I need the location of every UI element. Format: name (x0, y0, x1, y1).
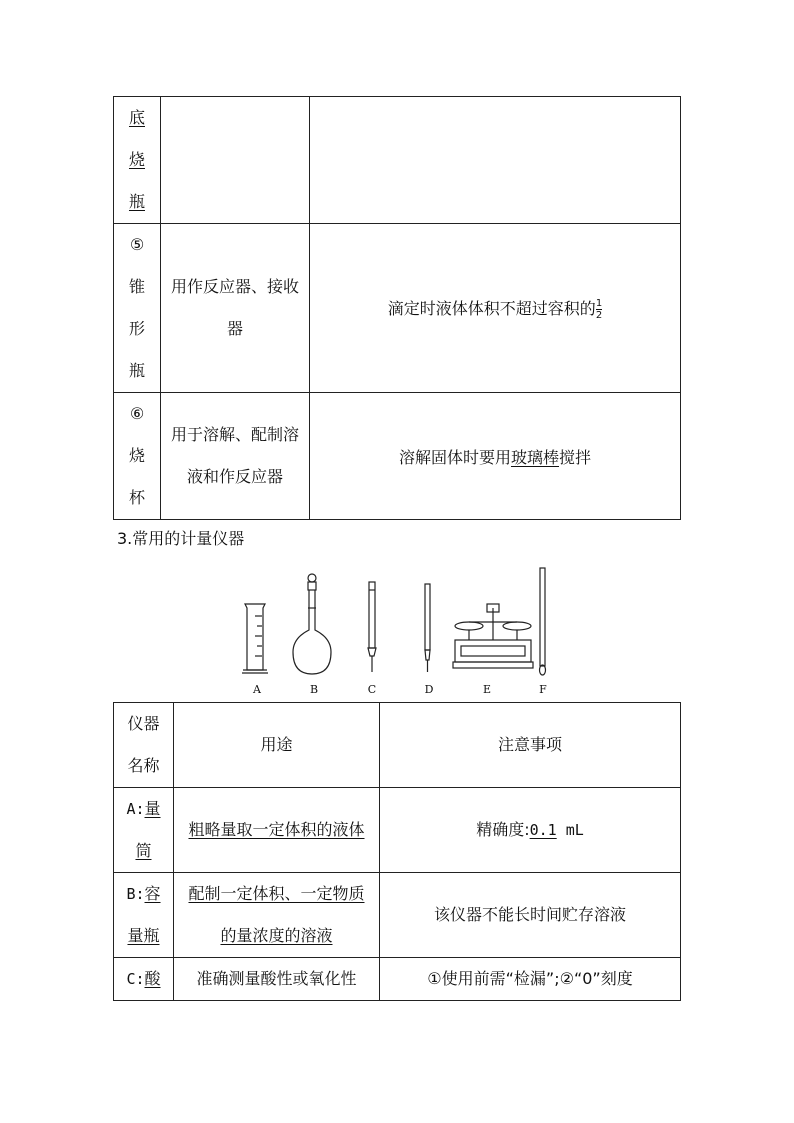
figure-label-d: D (424, 683, 434, 696)
header-name: 仪器名称 (114, 703, 174, 788)
instrument-table-1 (113, 96, 681, 520)
underlined-answer: 玻璃棒 (510, 447, 559, 467)
graduated-cylinder-icon (242, 604, 268, 673)
table-row (114, 224, 681, 393)
balance-icon (453, 604, 533, 668)
instrument-name: 底 烧 瓶 (128, 108, 145, 211)
note-cell: 溶解固体时要用玻璃棒搅拌 (310, 393, 681, 520)
note-text: 滴定时液体体积不超过容积的 (387, 298, 596, 318)
note-cell (310, 224, 681, 393)
use-text: 用作反应器、接收器 (170, 277, 299, 338)
section-heading: 3.常用的计量仪器 (117, 529, 245, 548)
instrument-name-cell: ⑤ 锥 形 瓶 (114, 224, 161, 393)
use-text: 用于溶解、配制溶液和作反应器 (170, 425, 299, 486)
volumetric-flask-icon (293, 574, 331, 674)
use-cell: 配制一定体积、一定物质的量浓度的溶液 (174, 873, 380, 958)
note-cell: 该仪器不能长时间贮存溶液 (380, 873, 681, 958)
note-cell: 精确度:0.1 mL (380, 788, 681, 873)
table-header-row (114, 703, 681, 788)
table-row (114, 393, 681, 520)
burette-icon (425, 584, 430, 672)
instrument-name-cell: B:容量瓶 (114, 873, 174, 958)
row-index: ⑤ (129, 235, 145, 254)
use-cell (161, 224, 310, 393)
figure-label-a: A (253, 683, 261, 696)
fraction: $\frac{1}{2}$ (595, 297, 603, 321)
burette-icon (368, 582, 376, 672)
figure-label-f: F (539, 683, 547, 696)
measuring-instrument-table (113, 702, 681, 1001)
figure-label-e: E (482, 683, 492, 696)
instrument-name-cell (114, 97, 161, 224)
note-cell: ①使用前需“检漏”;②“0”刻度 (380, 958, 681, 1001)
figure-label-c: C (367, 683, 377, 696)
use-cell (161, 393, 310, 520)
table-row (114, 97, 681, 224)
table-row (114, 958, 681, 1001)
thermometer-icon (540, 568, 546, 675)
instrument-name-cell: ⑥ 烧 杯 (114, 393, 161, 520)
use-cell: 准确测量酸性或氧化性 (174, 958, 380, 1001)
use-cell (161, 97, 310, 224)
instrument-name-cell: A:量筒 (114, 788, 174, 873)
note-cell (310, 97, 681, 224)
table-row (114, 788, 681, 873)
instrument-name-cell: C:酸 (114, 958, 174, 1001)
row-index: ⑥ (129, 404, 145, 423)
use-cell: 粗略量取一定体积的液体 (174, 788, 380, 873)
figure-label-b: B (309, 683, 319, 696)
table-row (114, 873, 681, 958)
instrument-figure (225, 560, 565, 700)
header-use: 用途 (174, 703, 380, 788)
header-notes: 注意事项 (380, 703, 681, 788)
